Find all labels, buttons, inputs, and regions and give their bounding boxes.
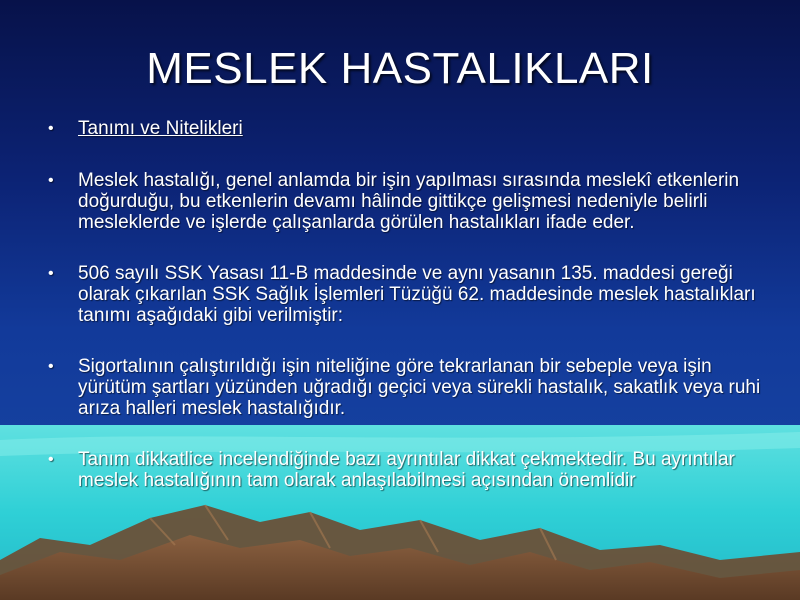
slide-title: MESLEK HASTALIKLARI bbox=[146, 44, 654, 93]
bullet-dot: • bbox=[48, 120, 54, 137]
bullet-dot: • bbox=[48, 358, 54, 375]
bullet-item bbox=[48, 263, 770, 326]
bullet-item bbox=[48, 356, 770, 419]
bullet-dot: • bbox=[48, 265, 54, 282]
bullet-heading-text: Tanımı ve Nitelikleri bbox=[78, 118, 243, 139]
bullet-item bbox=[48, 170, 770, 233]
bullet-dot: • bbox=[48, 172, 54, 189]
bullet-text: Sigortalının çalıştırıldığı işin niteliğine göre tekrarlanan bir sebeple veya işin yürütüm şartları yüzünden uğradığı geçici veya sürekli hastalık, sakatlık veya ruhi arıza halleri meslek hastalığıdır. bbox=[78, 356, 761, 419]
bullet-text: Tanım dikkatlice incelendiğinde bazı ayrıntılar dikkat çekmektedir. Bu ayrıntılar meslek hastalığının tam olarak anlaşılabilmesi açısından önemlidir bbox=[78, 449, 735, 491]
bullet-text: Meslek hastalığı, genel anlamda bir işin yapılması sırasında meslekî etkenlerin doğurduğu, bu etkenlerin devamı hâlinde gittikçe gelişmesi nedeniyle belirli mesleklerde ve işlerde çalışanlarda görülen hastalıkları ifade eder. bbox=[78, 170, 740, 233]
bullet-dot: • bbox=[48, 451, 54, 468]
bullet-item bbox=[48, 449, 770, 491]
bullet-list bbox=[48, 118, 770, 521]
bullet-item bbox=[48, 118, 770, 139]
bullet-text: 506 sayılı SSK Yasası 11-B maddesinde ve aynı yasanın 135. maddesi gereği olarak çıkarılan SSK Sağlık İşlemleri Tüzüğü 62. maddesinde meslek hastalıkları tanımı aşağıdaki gibi verilmiştir: bbox=[78, 263, 756, 326]
